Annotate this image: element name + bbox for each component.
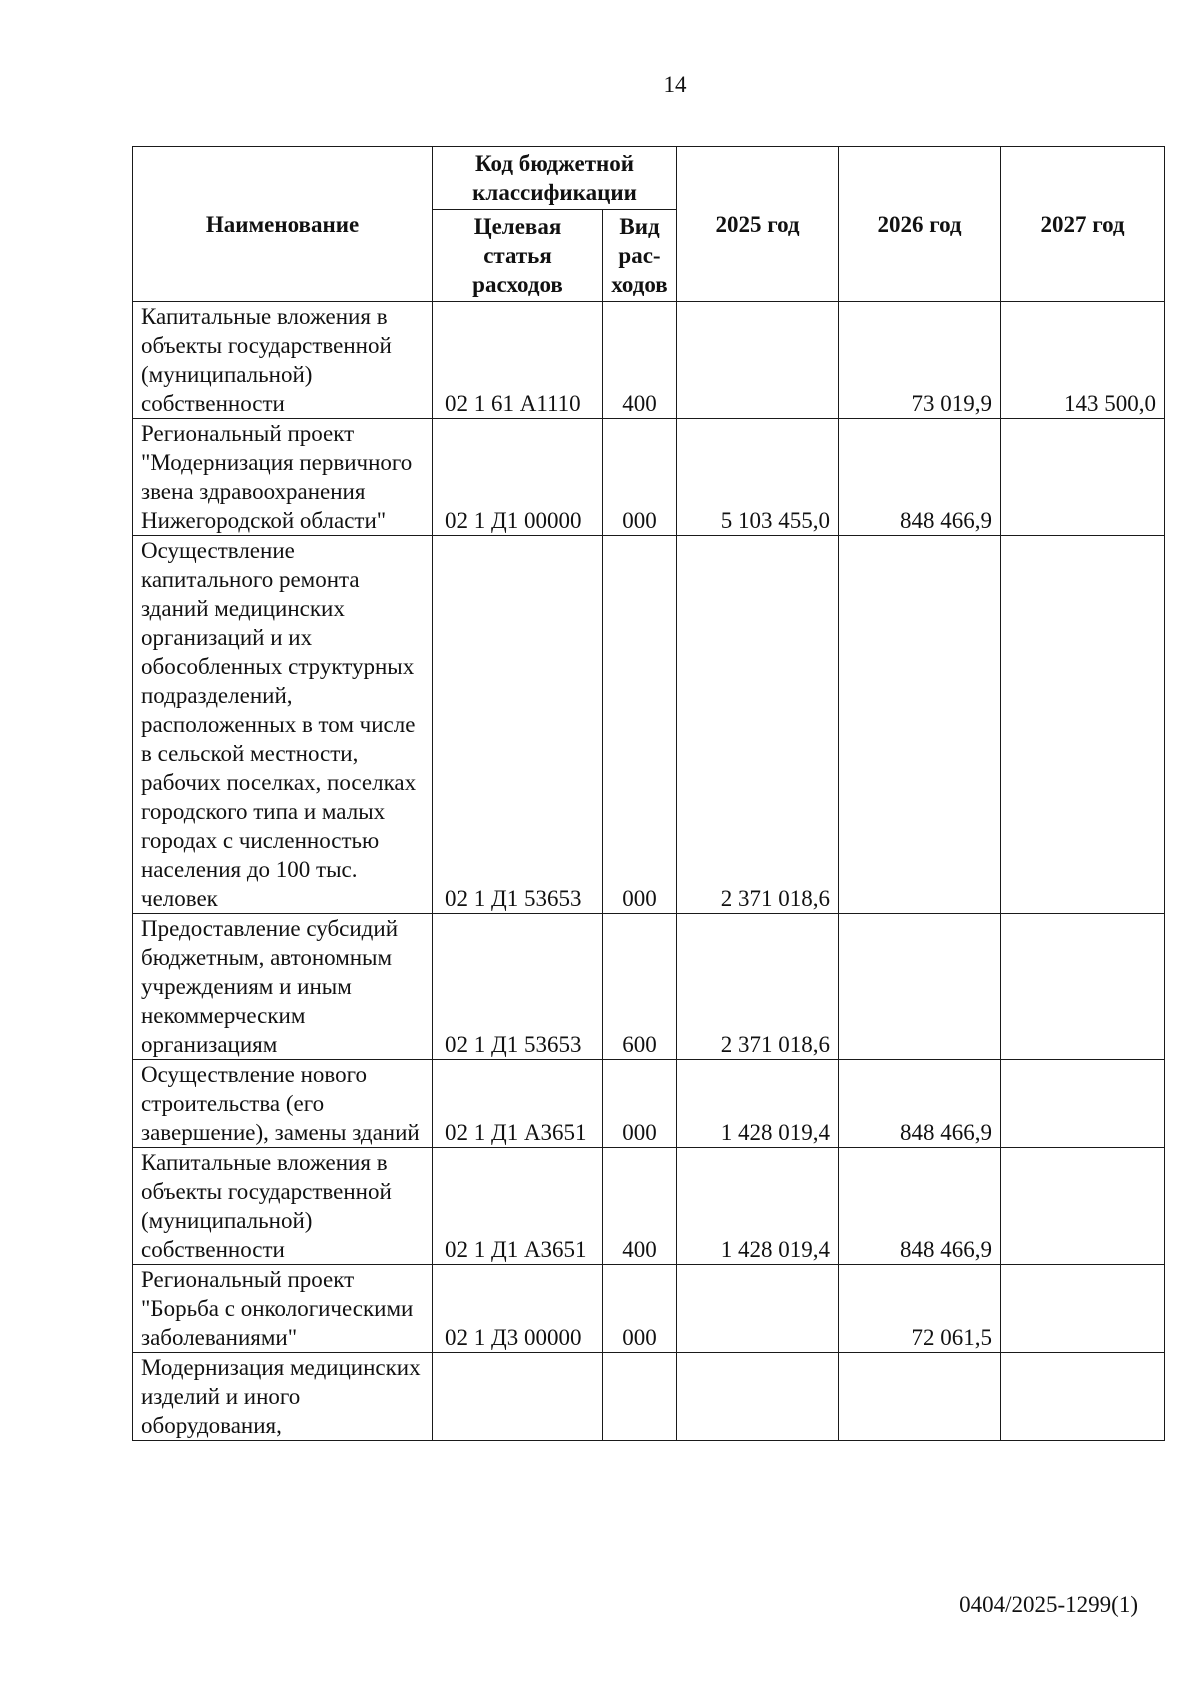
table-body bbox=[133, 302, 1165, 1441]
row-2025: 1 428 019,4 bbox=[677, 1060, 839, 1148]
row-2027 bbox=[1001, 1265, 1165, 1353]
row-2026: 848 466,9 bbox=[839, 1060, 1001, 1148]
row-2026: 848 466,9 bbox=[839, 419, 1001, 536]
row-type: 000 bbox=[603, 536, 677, 914]
row-type: 400 bbox=[603, 302, 677, 419]
row-2027 bbox=[1001, 1353, 1165, 1441]
row-target: 02 1 Д1 53653 bbox=[433, 914, 603, 1060]
table-row bbox=[133, 1265, 1165, 1353]
header-name: Наименование bbox=[133, 147, 433, 302]
row-type bbox=[603, 1353, 677, 1441]
page-number: 14 bbox=[663, 72, 687, 97]
row-2025: 1 428 019,4 bbox=[677, 1148, 839, 1265]
row-2025: 5 103 455,0 bbox=[677, 419, 839, 536]
row-2027 bbox=[1001, 1148, 1165, 1265]
row-type: 400 bbox=[603, 1148, 677, 1265]
row-type: 600 bbox=[603, 914, 677, 1060]
row-name: Осуществление нового строительства (его завершение), замены зданий bbox=[133, 1060, 433, 1148]
document-id: 0404/2025-1299(1) bbox=[959, 1592, 1138, 1617]
row-2025: 2 371 018,6 bbox=[677, 536, 839, 914]
table-row bbox=[133, 914, 1165, 1060]
row-type: 000 bbox=[603, 1060, 677, 1148]
row-name: Предоставление субсидий бюджетным, автономным учреждениям и иным некоммерческим организациям bbox=[133, 914, 433, 1060]
header-type: Вид рас-ходов bbox=[603, 210, 677, 302]
header-target: Целевая статья расходов bbox=[433, 210, 603, 302]
header-code-group: Код бюджетной классификации bbox=[433, 147, 677, 210]
table-row bbox=[133, 536, 1165, 914]
row-name: Региональный проект "Модернизация первичного звена здравоохранения Нижегородской области" bbox=[133, 419, 433, 536]
row-target: 02 1 Д1 А3651 bbox=[433, 1060, 603, 1148]
table-header bbox=[133, 147, 1165, 302]
table-row bbox=[133, 302, 1165, 419]
row-target: 02 1 61 А1110 bbox=[433, 302, 603, 419]
row-2027: 143 500,0 bbox=[1001, 302, 1165, 419]
row-2026: 73 019,9 bbox=[839, 302, 1001, 419]
header-2027: 2027 год bbox=[1001, 147, 1165, 302]
row-2026: 72 061,5 bbox=[839, 1265, 1001, 1353]
row-2026 bbox=[839, 536, 1001, 914]
row-name: Региональный проект "Борьба с онкологическими заболеваниями" bbox=[133, 1265, 433, 1353]
table-row bbox=[133, 1353, 1165, 1441]
row-2027 bbox=[1001, 914, 1165, 1060]
table-row bbox=[133, 1060, 1165, 1148]
row-2027 bbox=[1001, 1060, 1165, 1148]
table-row bbox=[133, 1148, 1165, 1265]
budget-table bbox=[132, 146, 1165, 1441]
header-2026: 2026 год bbox=[839, 147, 1001, 302]
row-target: 02 1 Д1 А3651 bbox=[433, 1148, 603, 1265]
row-target: 02 1 Д1 00000 bbox=[433, 419, 603, 536]
row-2025 bbox=[677, 1353, 839, 1441]
row-type: 000 bbox=[603, 1265, 677, 1353]
header-2025: 2025 год bbox=[677, 147, 839, 302]
row-name: Модернизация медицинских изделий и иного оборудования, bbox=[133, 1353, 433, 1441]
row-type: 000 bbox=[603, 419, 677, 536]
row-2025 bbox=[677, 302, 839, 419]
row-target: 02 1 Д1 53653 bbox=[433, 536, 603, 914]
row-2027 bbox=[1001, 536, 1165, 914]
row-name: Осуществление капитального ремонта зданий медицинских организаций и их обособленных структурных подразделений, расположенных в том числе в сельской местности, рабочих поселках, поселках городского типа и малых городах с численностью населения до 100 тыс. человек bbox=[133, 536, 433, 914]
row-2026 bbox=[839, 914, 1001, 1060]
row-2026: 848 466,9 bbox=[839, 1148, 1001, 1265]
row-name: Капитальные вложения в объекты государственной (муниципальной) собственности bbox=[133, 1148, 433, 1265]
row-2027 bbox=[1001, 419, 1165, 536]
row-2026 bbox=[839, 1353, 1001, 1441]
row-target bbox=[433, 1353, 603, 1441]
row-2025: 2 371 018,6 bbox=[677, 914, 839, 1060]
row-target: 02 1 Д3 00000 bbox=[433, 1265, 603, 1353]
table-row bbox=[133, 419, 1165, 536]
row-name: Капитальные вложения в объекты государственной (муниципальной) собственности bbox=[133, 302, 433, 419]
row-2025 bbox=[677, 1265, 839, 1353]
